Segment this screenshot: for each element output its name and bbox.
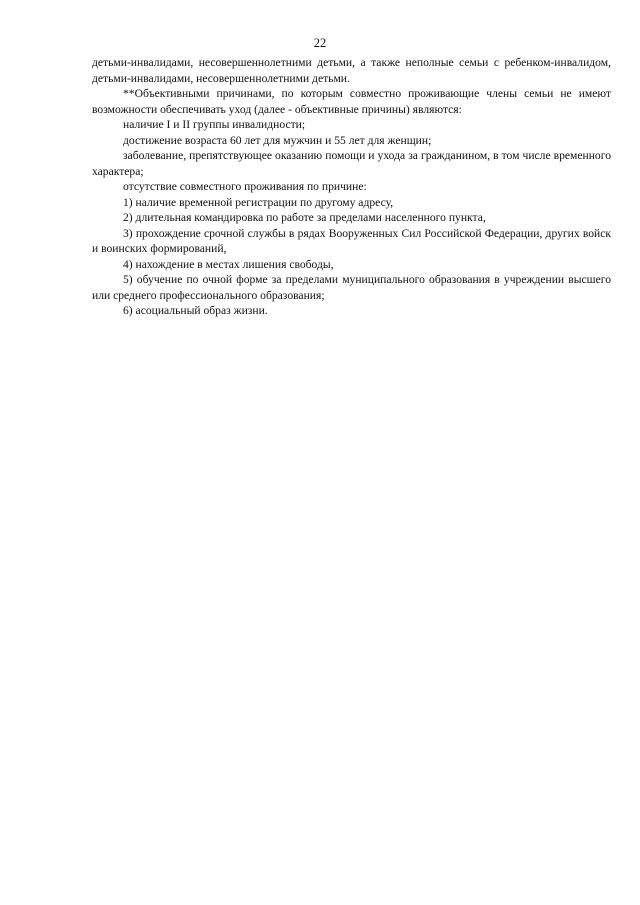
sub-item-imprisonment: 4) нахождение в местах лишения свободы, [123, 257, 334, 271]
sub-item-business-trip: 2) длительная командировка по работе за пределами населенного пункта, [123, 211, 486, 224]
paragraph-continuation: детьми-инвалидами, несовершеннолетними детьми, а также неполные семьи с ребенком-инвалидом, детьми-инвалидами, несовершеннолетними детьми. [92, 56, 611, 85]
paragraph-objective-reasons-definition: **Объективными причинами, по которым совместно проживающие члены семьи не имеют возможности обеспечивать уход (далее - объективные причины) являются: [92, 87, 611, 116]
list-item-age: достижение возраста 60 лет для мужчин и 55 лет для женщин; [123, 133, 432, 147]
list-item-illness: заболевание, препятствующее оказанию помощи и ухода за гражданином, в том числе временного характера; [92, 149, 611, 178]
sub-item-temporary-registration: 1) наличие временной регистрации по другому адресу, [123, 195, 394, 209]
sub-item-full-time-study: 5) обучение по очной форме за пределами муниципального образования в учреждении высшего или среднего профессионального образования; [92, 273, 611, 302]
sub-item-military-service: 3) прохождение срочной службы в рядах Вооруженных Сил Российской Федерации, других войск и воинских формирований, [92, 226, 611, 255]
list-item-disability-group: наличие I и II группы инвалидности; [123, 118, 306, 131]
document-body [92, 55, 611, 319]
page-number: 22 [313, 36, 327, 50]
sub-item-antisocial-lifestyle: 6) асоциальный образ жизни. [123, 304, 268, 317]
list-item-no-cohabitation: отсутствие совместного проживания по причине: [123, 180, 367, 193]
